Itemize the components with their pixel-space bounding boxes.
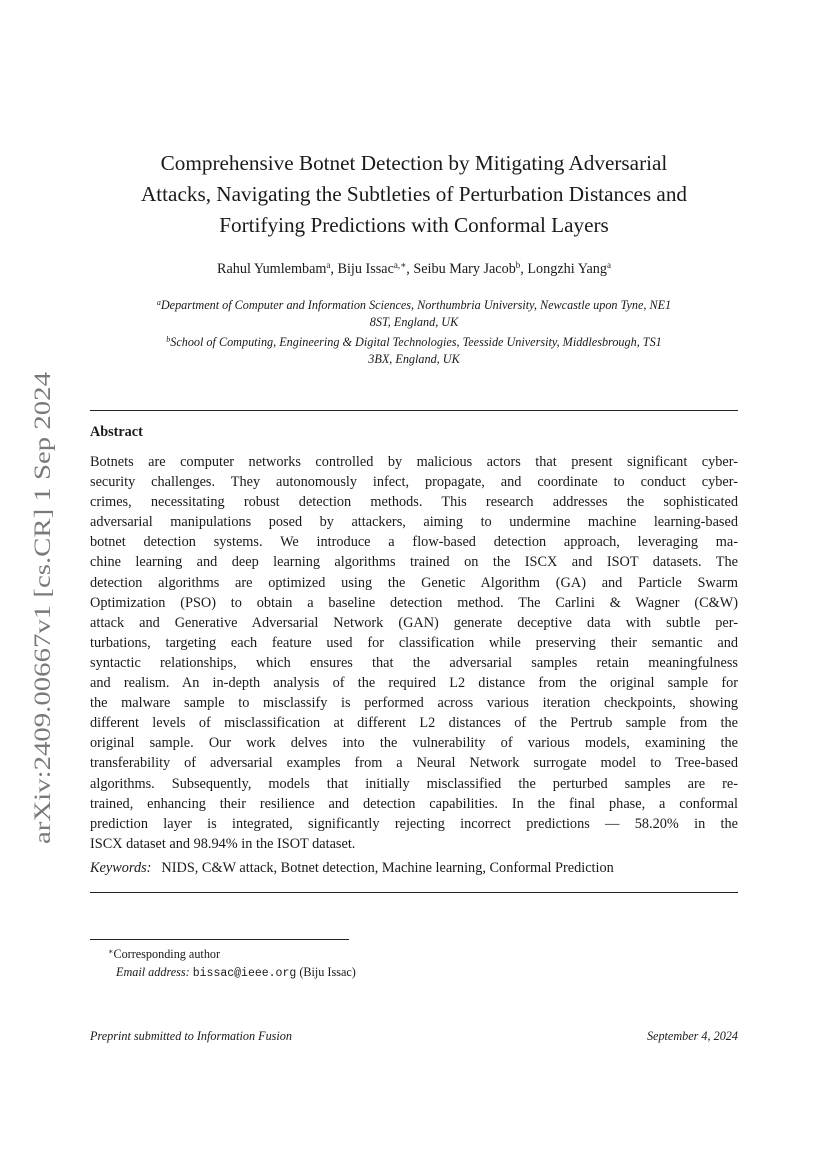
footnote-corresponding (108, 943, 356, 963)
footnote-mark: ∗ (108, 947, 114, 956)
author-affiliation-mark: b (515, 260, 521, 270)
preprint-note: Preprint submitted to Information Fusion (90, 1029, 292, 1043)
author-affiliation-mark: a (326, 260, 331, 270)
footnote-corresponding-text: Corresponding author (113, 947, 221, 961)
affiliation-a-line2: 8ST, England, UK (369, 315, 459, 329)
arxiv-stamp (16, 372, 66, 844)
abstract-line: crimes, necessitating robust detection methods. This research addresses the sophisticated (90, 494, 738, 511)
title-line: Attacks, Navigating the Subtleties of Perturbation Distances and (140, 182, 688, 206)
author-name: Longzhi Yang (527, 261, 607, 277)
keywords (90, 860, 614, 877)
abstract-line: different levels of misclassification at different L2 distances of the Pertrub sample from the (90, 715, 738, 732)
abstract-line: syntactic relationships, which ensures that the adversarial samples retain meaningfulness (90, 654, 738, 671)
affiliation-mark: a (156, 298, 161, 307)
abstract-line: original sample. Our work delves into the vulnerability of various models, examining the (90, 735, 738, 752)
keywords-label: Keywords: (90, 860, 152, 876)
paper-title (90, 148, 738, 241)
abstract-line: chine learning and deep learning algorithms trained on the ISCX and ISOT datasets. The (90, 554, 738, 571)
abstract-line: botnet detection systems. We introduce a flow-based detection approach, leveraging ma- (90, 534, 738, 551)
title-line: Fortifying Predictions with Conformal Layers (219, 213, 609, 237)
abstract-body (90, 452, 738, 854)
email-address[interactable]: bissac@ieee.org (192, 967, 297, 980)
abstract-line: ISCX dataset and 98.94% in the ISOT dataset. (90, 835, 356, 852)
author-name: Biju Issac (337, 261, 394, 277)
affiliations (90, 294, 738, 368)
affiliation-text: School of Computing, Engineering & Digital Technologies, Teesside University, Middlesbrough, TS1 (170, 335, 662, 349)
email-label: Email address: (116, 965, 190, 979)
abstract-line: turbations, targeting each feature used for classification while preserving their semantic and (90, 634, 738, 651)
author-name: Rahul Yumlembam (217, 261, 327, 277)
affiliation-b-line1 (90, 331, 738, 351)
abstract-line: detection algorithms are optimized using the Genetic Algorithm (GA) and Particle Swarm (90, 574, 738, 591)
affiliation-a-line1 (90, 294, 738, 314)
abstract-top-rule (90, 410, 738, 411)
footnote (108, 943, 356, 983)
abstract-bottom-rule (90, 892, 738, 893)
author-affiliation-mark: a,∗ (393, 260, 407, 270)
arxiv-stamp-text: arXiv:2409.00667v1 [cs.CR] 1 Sep 2024 (30, 458, 56, 844)
keywords-text: NIDS, C&W attack, Botnet detection, Machine learning, Conformal Prediction (161, 860, 614, 876)
title-line: Comprehensive Botnet Detection by Mitigating Adversarial (160, 151, 668, 175)
abstract-line: transferability of adversarial examples from a Neural Network surrogate model to Tree-based (90, 755, 738, 772)
abstract-line: adversarial manipulations posed by attackers, aiming to undermine machine learning-based (90, 514, 738, 531)
abstract-line: trained, enhancing their resilience and detection capabilities. In the final phase, a conformal (90, 795, 738, 812)
abstract-line: security challenges. They autonomously infect, propagate, and coordinate to conduct cyber- (90, 474, 738, 491)
abstract-line: Optimization (PSO) to obtain a baseline detection method. The Carlini & Wagner (C&W) (90, 594, 738, 611)
abstract-line: the malware sample to misclassify is performed across various iteration checkpoints, showing (90, 695, 738, 712)
preprint-date: September 4, 2024 (646, 1029, 738, 1043)
affiliation-text: Department of Computer and Information Sciences, Northumbria University, Newcastle upon Tyne, NE1 (160, 298, 672, 312)
affiliation-mark: b (166, 335, 171, 344)
abstract-line: algorithms. Subsequently, models that initially misclassified the perturbed samples are re- (90, 775, 738, 792)
footnote-email (108, 963, 356, 983)
abstract-line: Botnets are computer networks controlled by malicious actors that present significant cyber- (90, 454, 738, 470)
arxiv-stamp-svg (16, 372, 66, 844)
email-owner: (Biju Issac) (299, 965, 356, 979)
author-name: Seibu Mary Jacob (413, 261, 516, 277)
abstract-heading: Abstract (90, 424, 143, 440)
abstract-line: and realism. An in-depth analysis of the required L2 distance from the original sample for (90, 675, 738, 692)
author-affiliation-mark: a (607, 260, 611, 270)
author-list: Rahul Yumlembam$^a$, Biju Issac$^{a,∗}$, Seibu Mary Jacob$^b$, Longzhi Yang$^a$ (217, 260, 611, 277)
footnote-rule (90, 939, 349, 940)
abstract-line: prediction layer is integrated, significantly rejecting incorrect predictions — 58.20% in the (90, 815, 738, 832)
abstract-line: attack and Generative Adversarial Network (GAN) generate deceptive data with subtle per- (90, 614, 738, 631)
affiliation-b-line2: 3BX, England, UK (368, 352, 460, 366)
